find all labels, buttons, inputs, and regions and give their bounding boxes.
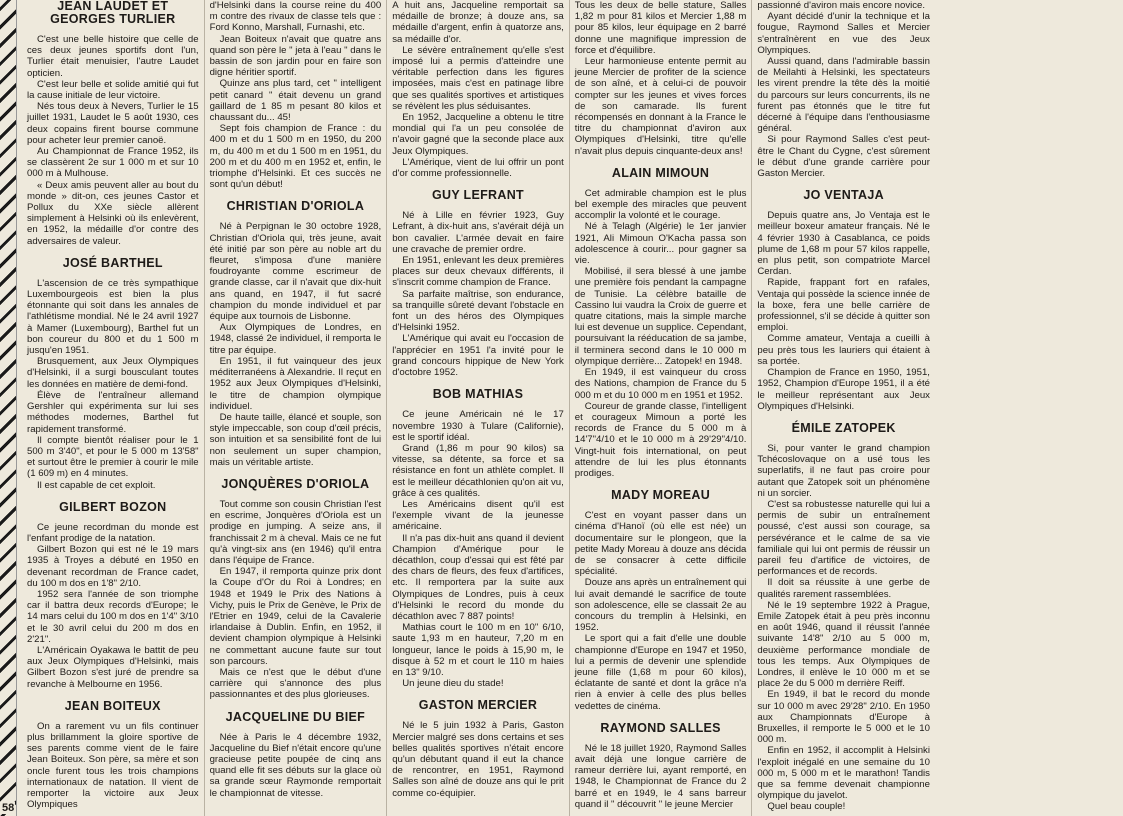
column-3 (387, 0, 570, 816)
article-paragraph: Cet admirable champion est le plus bel exemple des miracles que peuvent accomplir la volonté et le courage. (574, 187, 747, 222)
article-paragraph: Brusquement, aux Jeux Olympiques d'Helsinki, il a surgi bousculant toutes les données en matière de demi-fond. (27, 356, 199, 390)
column-5 (752, 0, 935, 816)
article-paragraph: Tout comme son cousin Christian l'est en escrime, Jonquères d'Oriola est un prodige en jumping. A seize ans, il franchissait 2 m à cheval. Mais ce ne fut qu'à vingt-six ans (en 1946) qu'il entra dans l'équipe de France. (209, 498, 382, 566)
article-paragraph: L'Américain Oyakawa le battit de peu aux Jeux Olympiques d'Helsinki, mais Gilbert Bozon s'est juré de prendre sa revanche à Melbourne en 1956. (27, 644, 199, 690)
article-paragraph: Né le 18 juillet 1920, Raymond Salles avait déjà une longue carrière de rameur derrière lui, ayant remporté, en 1948, le Championnat de France du 2 barré et en 1949, le 4 sans barreur quand il " découvrit " le jeune Mercier (574, 742, 747, 810)
article-paragraph: En 1951, il fut vainqueur des jeux méditerranéens à Alexandrie. Il reçut en 1952 aux Jeux Olympiques d'Helsinki, le titre de champion olympique individuel. (209, 355, 382, 412)
article-paragraph: En 1949, il est vainqueur du cross des Nations, champion de France du 5 000 m et du 10 000 m en 1951 et 1952. (574, 367, 747, 401)
column-2 (205, 0, 388, 816)
article-paragraph: Rapide, frappant fort en rafales, Ventaja qui possède la science innée de la boxe, fera une belle carrière de professionnel, s'il se décide à quitter son emploi. (757, 277, 930, 334)
article-paragraph: Grand (1,86 m pour 90 kilos) sa vitesse, sa détente, sa force et sa résistance en font un athlète complet. Il est le meilleur décathlonien qu'on ait vu, grâce à ces qualités. (392, 442, 564, 499)
article-paragraph: Né à Perpignan le 30 octobre 1928, Christian d'Oriola qui, très jeune, avait été initié par son père au noble art du fleuret, s'imposa d'une manière foudroyante comme escrimeur de grande classe, car il n'avait que dix-huit ans quand, en 1947, il fut sacré champion du monde individuel et par équipe aux tournois de Lisbonne. (209, 221, 382, 323)
article-paragraph: Au Championnat de France 1952, ils se classèrent 2e sur 1 000 m et sur 10 000 m à Mulhouse. (27, 146, 199, 180)
article-paragraph: Aux Olympiques de Londres, en 1948, classé 2e individuel, il remporta le titre par équipe. (209, 322, 382, 356)
article-paragraph: Enfin en 1952, il accomplit à Helsinki l'exploit inégalé en une semaine du 10 000 m, 5 000 m et le marathon! Tandis que sa femme devenait championne olympique du javelot. (757, 745, 930, 802)
article-paragraph: Il n'a pas dix-huit ans quand il devient Champion d'Amérique pour le décathlon, coup d'essai qui est fêté par des chars de fleurs, des feux d'artifices, etc. Il remportera par la suite aux Olympiques de Londres, puis à ceux d'Helsinki le record du monde du décathlon avec 7 887 points! (392, 532, 564, 622)
athlete-heading: JEAN LAUDET ET GEORGES TURLIER (50, 0, 176, 26)
article-paragraph: Ce jeune recordman du monde est l'enfant prodige de la natation. (27, 521, 199, 544)
article-paragraph: Depuis quatre ans, Jo Ventaja est le meilleur boxeur amateur français. Né le 4 février 1930 à Casablanca, ce poids plume de 1,68 m pour 57 kilos rappelle, en plus petit, son compatriote Marcel Cerdan. (757, 210, 930, 278)
article-paragraph: Tous les deux de belle stature, Salles 1,82 m pour 81 kilos et Mercier 1,88 m pour 85 kilos, leur équipage en 2 barré donne une magnifique impression de force et d'équilibre. (574, 0, 747, 56)
article-paragraph: d'Helsinki dans la course reine du 400 m contre des rivaux de classe tels que : Ford Konno, Marshall, Furnashi, etc. (209, 0, 382, 34)
article-paragraph: Gilbert Bozon qui est né le 19 mars 1935 à Troyes a débuté en 1950 en devenant recordman de France cadet, du 100 m dos en 1'8" 2/10. (27, 544, 199, 589)
article-paragraph: Né à Telagh (Algérie) le 1er janvier 1921, Ali Mimoun O'Kacha passa son adolescence à courir... pour gagner sa vie. (574, 221, 747, 267)
athlete-heading: CHRISTIAN D'ORIOLA (226, 199, 365, 214)
column-1 (22, 0, 205, 816)
athlete-heading: JACQUELINE DU BIEF (225, 709, 366, 724)
article-paragraph: En 1952, Jacqueline a obtenu le titre mondial qui l'a un peu consolée de n'avoir gagné que la seconde place aux Jeux Olympiques. (392, 112, 564, 157)
article-paragraph: Mais ce n'est que le début d'une carrière qui s'annonce des plus passionnantes et des plus glorieuses. (209, 666, 382, 701)
article-paragraph: L'ascension de ce très sympathique Luxembourgeois est bien la plus étonnante qui soit dans les annales de l'athlétisme mondial. Né le 24 avril 1927 à Mamer (Luxembourg), Barthel fut un bon coureur du 800 et du 1 500 m jusqu'en 1951. (27, 277, 199, 357)
article-paragraph: Jean Boiteux n'avait que quatre ans quand son père le " jeta à l'eau " dans le bassin de son jardin pour en faire son digne héritier sportif. (209, 33, 382, 79)
article-paragraph: Champion de France en 1950, 1951, 1952, Champion d'Europe 1951, il a été le meilleur représentant aux Jeux Olympiques d'Helsinki. (757, 367, 930, 412)
article-paragraph: C'est sa robustesse naturelle qui lui a permis de subir un entraînement poussé, c'est aussi son courage, sa persévérance et le calme de sa vie familiale qui lui ont permis de réussir un pareil feu d'artifice de victoires, de performances et de records. (757, 498, 930, 578)
article-paragraph: De haute taille, élancé et souple, son style impeccable, son coup d'œil précis, son intuition et sa sensibilité font de lui non seulement un super champion, mais un véritable artiste. (209, 411, 382, 468)
article-paragraph: Née à Paris le 4 décembre 1932, Jacqueline du Bief n'était encore qu'une gracieuse petite poupée de cinq ans quand elle fit ses débuts sur la glace où sa grande sœur Raymonde remportait le championnat de vitesse. (209, 731, 382, 799)
article-paragraph: Nés tous deux à Nevers, Turlier le 15 juillet 1931, Laudet le 5 août 1930, ces deux copains firent bourse commune pour acheter leur premier canoë. (27, 101, 199, 146)
article-paragraph: Il est capable de cet exploit. (37, 479, 156, 491)
athlete-heading: JO VENTAJA (803, 188, 884, 203)
article-paragraph: Élève de l'entraîneur allemand Gershler qui expérimenta sur lui ses méthodes modernes, Barthel fut rapidement transformé. (27, 389, 199, 435)
article-paragraph: Comme amateur, Ventaja a cueilli à peu près tous les lauriers qui étaient à sa portée. (757, 333, 930, 367)
athlete-heading: GUY LEFRANT (432, 188, 524, 203)
athlete-heading: JONQUÈRES D'ORIOLA (221, 476, 370, 491)
article-paragraph: Mathias court le 100 m en 10" 6/10, saute 1,93 m en hauteur, 7,20 m en longueur, lance le poids à 15,90 m, le disque à 52 m et court le 110 m haies en 13" 9/10. (392, 622, 564, 678)
page-number: 58 (2, 802, 15, 814)
article-paragraph: Si pour Raymond Salles c'est peut-être le Chant du Cygne, c'est sûrement le début d'une grande carrière pour Gaston Mercier. (757, 134, 930, 180)
article-paragraph: Né à Lille en février 1923, Guy Lefrant, à dix-huit ans, s'avérait déjà un bon cavalier. L'armée devait en faire une cravache de premier ordre. (392, 210, 564, 255)
article-paragraph: L'Amérique qui avait eu l'occasion de l'apprécier en 1951 l'a invité pour le grand concours hippique de New York d'octobre 1952. (392, 333, 564, 379)
article-paragraph: C'est une belle histoire que celle de ces deux jeunes sportifs dont l'un, Turlier était menuisier, l'autre Laudet opticien. (27, 34, 199, 79)
article-paragraph: passionné d'aviron mais encore novice. (757, 0, 926, 11)
article-paragraph: En 1951, enlevant les deux premières places sur deux chevaux différents, il s'inscrit comme champion de France. (392, 255, 564, 289)
article-paragraph: Coureur de grande classe, l'intelligent et courageux Mimoun a porté les records de France du 5 000 m à 14'7"4/10 et le 10 000 m à 29'29"4/10. Vingt-huit fois international, on peut attendre de lui les plus étonnants prodiges. (574, 400, 747, 479)
article-paragraph: 1952 sera l'année de son triomphe car il battra deux records d'Europe; le 14 mars celui du 100 m dos en 1'4" 3/10 et le 30 avril celui du 200 m dos en 2'21". (27, 588, 199, 645)
article-paragraph: En 1949, il bat le record du monde sur 10 000 m avec 29'28" 2/10. En 1950 aux Championnats d'Europe à Bruxelles, il remporte le 5 000 et le 10 000 m. (757, 689, 930, 746)
article-paragraph: Le sport qui a fait d'elle une double championne d'Europe en 1947 et 1950, lui a permis de devenir une splendide jeune fille (1,68 m pour 60 kilos), éclatante de santé et dont la grâce n'a rien à envier à celle des plus belles vedettes de cinéma. (574, 633, 747, 712)
article-paragraph: Mobilisé, il sera blessé à une jambe une première fois pendant la campagne de Tunisie. La célèbre bataille de Cassino lui vaudra la Croix de guerre et quatre citations, mais la simple marche lui est devenue un supplice. Cependant, poursuivant la rééducation de sa jambe, il terminera second dans le 10 000 m olympique derrière... Zatopek! en 1948. (574, 266, 747, 367)
athlete-heading: GASTON MERCIER (418, 698, 538, 713)
article-paragraph: C'est leur belle et solide amitié qui fut la cause initiale de leur victoire. (27, 78, 199, 102)
athlete-heading: JEAN BOITEUX (64, 698, 161, 713)
article-paragraph: Le sévère entraînement qu'elle s'est imposé lui a permis d'atteindre une véritable perfection dans les figures imposées, mais c'est en patinage libre que ses qualités sportives et artistiques se révèlent les plus séduisantes. (392, 44, 564, 112)
athlete-heading: ALAIN MIMOUN (611, 165, 710, 180)
decorative-zigzag-border (0, 0, 17, 816)
article-paragraph: Quel beau couple! (767, 801, 846, 813)
athlete-heading: MADY MOREAU (611, 488, 711, 503)
athlete-heading: BOB MATHIAS (432, 387, 524, 402)
article-paragraph: Douze ans après un entraînement qui lui avait demandé le sacrifice de toute son adolescence, elle se classait 2e au concours du tremplin à Helsinki, en 1952. (574, 577, 747, 634)
article-paragraph: Ayant décidé d'unir la technique et la fougue, Raymond Salles et Mercier s'entraînèrent en vue des Jeux Olympiques. (757, 11, 930, 56)
article-paragraph: « Deux amis peuvent aller au bout du monde » dit-on, ces jeunes Castor et Pollux du XXe siècle allèrent simplement à Helsinki où ils enlevèrent, en 1952, la médaille d'or contre des adversaires de valeur. (27, 179, 199, 247)
article-paragraph: Sa parfaite maîtrise, son endurance, sa tranquille sûreté devant l'obstacle en font un des héros des Olympiques d'Helsinki 1952. (392, 288, 564, 334)
article-paragraph: L'Amérique, vient de lui offrir un pont d'or comme professionnelle. (392, 156, 564, 180)
article-paragraph: Né le 19 septembre 1922 à Prague, Emile Zatopek était à peu près inconnu en août 1946, quand il réussit l'année suivante 14'8" 2/10 au 5 000 m, deuxième performance mondiale de tous les temps. Aux Olympiques de Londres, il enlève le 10 000 m et se place 2e du 5 000 m derrière Reiff. (757, 599, 930, 690)
article-paragraph: C'est en voyant passer dans un cinéma d'Hanoï (où elle est née) un documentaire sur le plongeon, que la petite Mady Moreau à douze ans décida de se consacrer à cette difficile spécialité. (574, 510, 747, 578)
article-paragraph: Quinze ans plus tard, cet " intelligent petit canard " était devenu un grand gaillard de 1 85 m pesant 80 kilos et chaussant du... 45! (209, 78, 382, 124)
column-4 (570, 0, 753, 816)
article-paragraph: A huit ans, Jacqueline remportait sa médaille de bronze; à douze ans, sa médaille d'argent, enfin à quatorze ans, sa médaille d'or. (392, 0, 564, 45)
article-paragraph: Aussi quand, dans l'admirable bassin de Meilahti à Helsinki, les spectateurs les virent prendre la tête dès la moitié du parcours sur leurs concurrents, ils ne furent pas étonnés que le titre fut décerné à l'équipe dans l'enthousiasme général. (757, 56, 930, 135)
article-paragraph: Leur harmonieuse entente permit au jeune Mercier de profiter de la science de son aîné, et à celui-ci de pouvoir compter sur les jeunes et vives forces de son camarade. Ils furent récompensés en donnant à la France le titre du championnat d'aviron aux Olympiques d'Helsinki, titre qu'elle n'avait plus depuis cinquante-deux ans! (574, 56, 747, 157)
article-paragraph: Il compte bientôt réaliser pour le 1 500 m 3'40", et pour le 5 000 m 13'58" et surtout être le premier à courir le mile (1 609 m) en 4 minutes. (27, 434, 199, 480)
article-paragraph: On a rarement vu un fils continuer plus brillamment la gloire sportive de ses parents comme vient de le faire Jean Boiteux. Son père, sa mère et son oncle furent tous les trois champions internationaux de natation. Il vient de remporter la victoire aux Jeux Olympiques (27, 720, 199, 811)
athlete-heading: GILBERT BOZON (59, 499, 167, 514)
article-paragraph: Les Américains disent qu'il est l'exemple vivant de la jeunesse américaine. (392, 498, 564, 533)
article-paragraph: Si, pour vanter le grand champion Tchécoslovaque on a usé tous les superlatifs, il ne faut pas croire pour autant que Zatopek soit un phénomène ni un sorcier. (757, 442, 930, 499)
article-paragraph: Ce jeune Américain né le 17 novembre 1930 à Tulare (Californie), est le sportif idéal. (392, 409, 564, 443)
athlete-heading: JOSÉ BARTHEL (62, 255, 163, 270)
athlete-heading: ÉMILE ZATOPEK (791, 420, 896, 435)
athlete-heading: RAYMOND SALLES (600, 720, 721, 735)
article-paragraph: En 1947, il remporta quinze prix dont la Coupe d'Or du Roi à Londres; en 1948 et 1949 le Prix des Nations à Vichy, puis le Prix de Genève, le Prix de l'Etrier en 1949, celui de la Cavalerie irlandaise à Dublin. Enfin, en 1952, il devient champion olympique à Helsinki ne commettant aucune faute sur tout son parcours. (209, 566, 382, 667)
article-paragraph: Sept fois champion de France : du 400 m et du 1 500 m en 1950, du 200 m, du 400 m et du 1 500 m en 1951, du 200 m et du 400 m en 1952 et, enfin, le triomphe d'Helsinki. Et ces succès ne sont qu'un début! (209, 123, 382, 191)
article-paragraph: Un jeune dieu du stade! (402, 678, 504, 690)
article-paragraph: Né le 5 juin 1932 à Paris, Gaston Mercier malgré ses dons certains et ses belles qualités sportives n'était encore qu'un débutant quand il eut la chance de rencontrer, en 1951, Raymond Salles son aîné de douze ans qui le prit comme co-équipier. (392, 720, 564, 799)
article-paragraph: Il doit sa réussite à une gerbe de qualités rarement rassemblées. (757, 577, 930, 600)
magazine-page (22, 0, 1118, 816)
